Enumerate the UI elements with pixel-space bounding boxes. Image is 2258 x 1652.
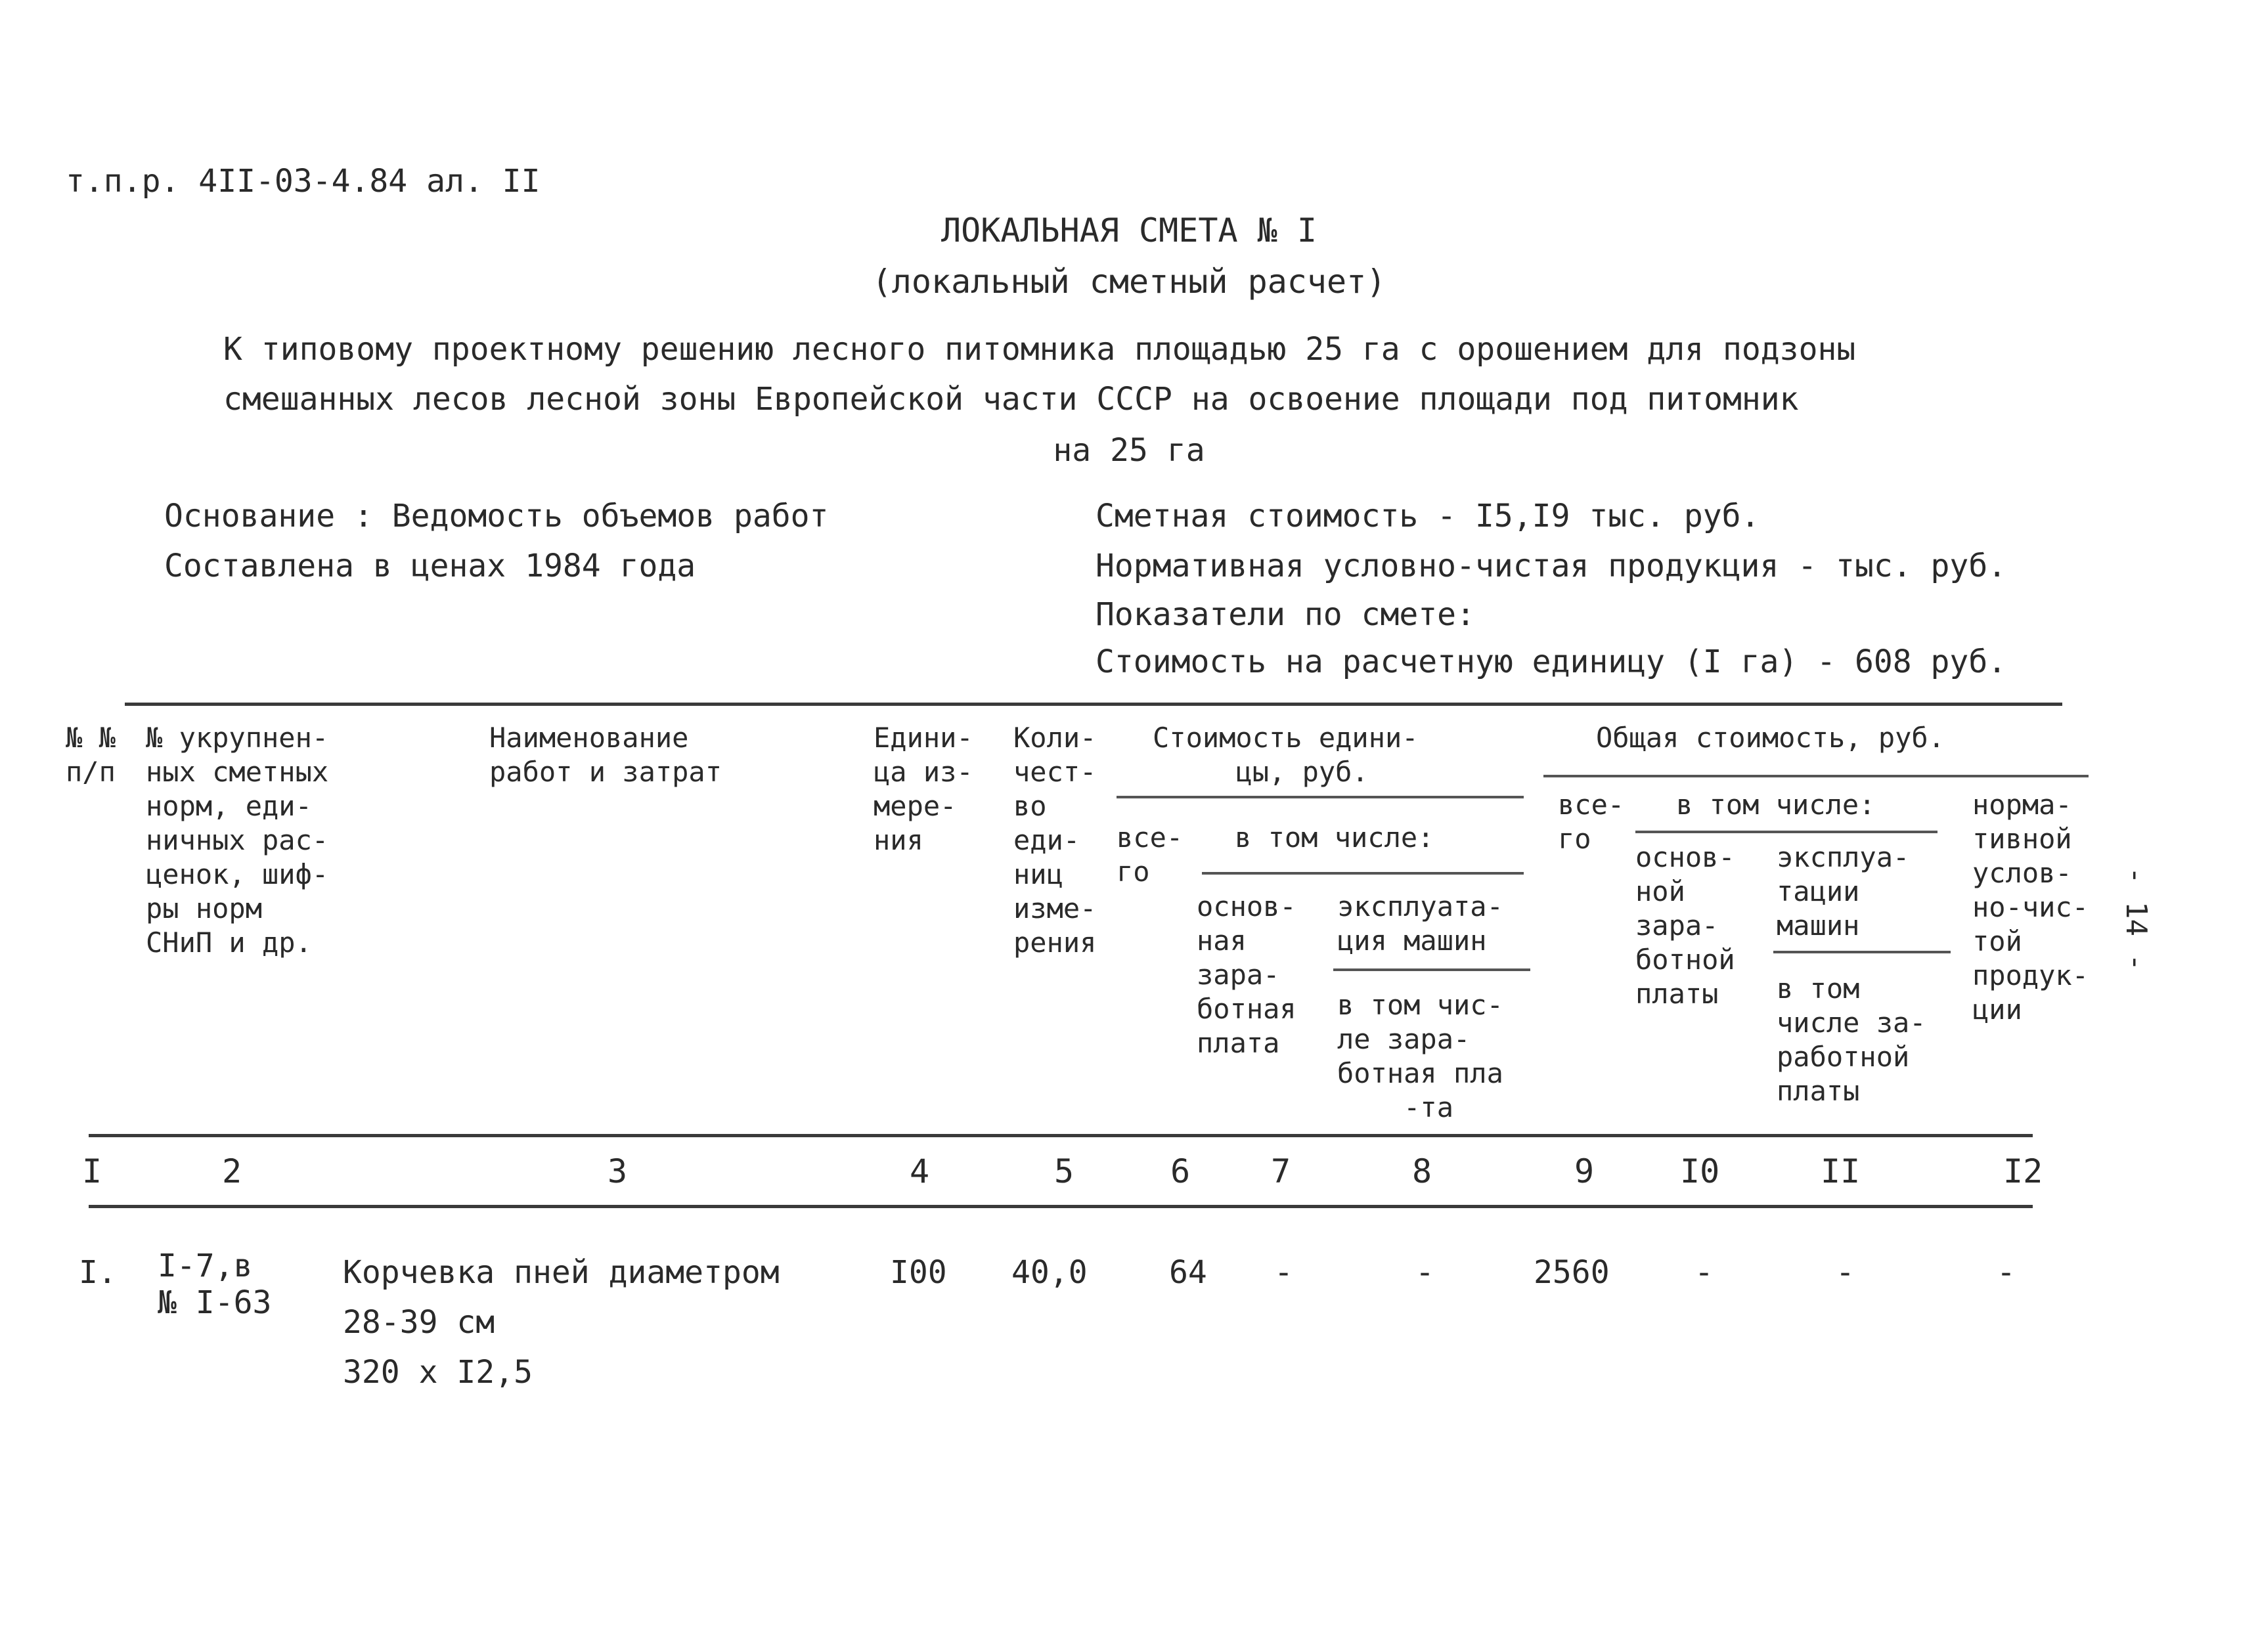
document-title: ЛОКАЛЬНАЯ СМЕТА № I xyxy=(941,211,1317,250)
total-incl-rule xyxy=(1635,831,1937,833)
estimated-cost: Сметная стоимость - I5,I9 тыс. руб. xyxy=(1096,498,1760,534)
unit-cost: Стоимость на расчетную единицу (I га) - 608 руб. xyxy=(1096,643,2007,680)
header-col7: основ- ная зара- ботная плата xyxy=(1197,890,1296,1059)
column-number: I xyxy=(82,1152,102,1190)
column-number: II xyxy=(1821,1152,1861,1190)
subject-line-2: смешанных лесов лесной зоны Европейской части СССР на освоение площади под питомник xyxy=(223,381,1799,418)
header-col1: № № п/п xyxy=(66,722,116,788)
header-col8-machines: эксплуата- ция машин xyxy=(1337,890,1503,957)
subject-line-3: на 25 га xyxy=(1053,432,1205,469)
column-number: 5 xyxy=(1054,1152,1074,1190)
column-number: I0 xyxy=(1680,1152,1720,1190)
header-bottom-rule xyxy=(89,1134,2033,1137)
row-qty: 40,0 xyxy=(1011,1254,1088,1291)
header-total-incl: в том числе: xyxy=(1676,789,1876,821)
basis-text: Основание : Ведомость объемов работ xyxy=(164,498,829,534)
header-col4: Едини- ца из- мере- ния xyxy=(874,722,973,856)
row-code: I-7,в № I-63 xyxy=(158,1248,272,1321)
prices-text: Составлена в ценах 1984 года xyxy=(164,548,696,584)
total-machine-rule xyxy=(1773,951,1951,953)
header-col6: все- го xyxy=(1117,821,1184,888)
header-total-group: Общая стоимость, руб. xyxy=(1596,722,1945,754)
column-number: I2 xyxy=(2003,1152,2043,1190)
row-unit-machine: - xyxy=(1415,1254,1434,1291)
header-col11-machines: эксплуа- тации машин xyxy=(1777,841,1910,942)
header-unit-cost-group: Стоимость едини- цы, руб. xyxy=(1153,722,1419,788)
header-col2: № укрупнен- ных сметных норм, еди- ничных рас- ценок, шиф- ры норм СНиП и др. xyxy=(146,722,329,959)
row-unit: I00 xyxy=(890,1254,947,1291)
unit-incl-rule xyxy=(1202,872,1524,875)
column-number: 9 xyxy=(1574,1152,1595,1190)
row-total-net: - xyxy=(1997,1254,2016,1291)
column-number: 3 xyxy=(608,1152,628,1190)
colnum-bottom-rule xyxy=(89,1205,2033,1208)
row-unit-total: 64 xyxy=(1169,1254,1207,1291)
header-col10: основ- ной зара- ботной платы xyxy=(1635,841,1735,1010)
net-product: Нормативная условно-чистая продукция - тыс. руб. xyxy=(1096,548,2007,584)
header-col11-wages: в том числе за- работной платы xyxy=(1777,972,1926,1107)
header-col3: Наименование работ и затрат xyxy=(489,722,722,788)
column-number: 4 xyxy=(910,1152,930,1190)
header-unit-incl: в том числе: xyxy=(1235,821,1434,854)
header-col8-wages: в том чис- ле зара- ботная пла -та xyxy=(1337,989,1503,1123)
row-name: Корчевка пней диаметром 28-39 см 320 x I2,5 xyxy=(343,1254,780,1391)
subject-line-1: К типовому проектному решению лесного питомника площадью 25 га с орошением для подзоны xyxy=(223,331,1856,368)
header-col5: Коли- чест- во еди- ниц изме- рения xyxy=(1013,722,1097,959)
row-total-machine: - xyxy=(1836,1254,1855,1291)
row-total: 2560 xyxy=(1534,1254,1610,1291)
unit-machine-rule xyxy=(1333,968,1530,971)
document-code: т.п.р. 4II-03-4.84 ал. II xyxy=(66,163,541,200)
total-group-rule xyxy=(1543,775,2089,777)
column-number: 8 xyxy=(1412,1152,1432,1190)
header-col12: норма- тивной услов- но-чис- той продук- ции xyxy=(1972,789,2089,1026)
column-number: 2 xyxy=(222,1152,242,1190)
row-num: I. xyxy=(79,1254,117,1291)
document-subtitle: (локальный сметный расчет) xyxy=(872,263,1386,301)
header-col9: все- го xyxy=(1558,789,1625,855)
row-total-wage: - xyxy=(1694,1254,1714,1291)
indicators-label: Показатели по смете: xyxy=(1096,596,1475,633)
column-number: 6 xyxy=(1170,1152,1191,1190)
page-number: - 14 - xyxy=(2119,867,2153,971)
table-top-rule xyxy=(125,703,2062,706)
unit-cost-group-rule xyxy=(1117,796,1524,798)
column-number: 7 xyxy=(1271,1152,1291,1190)
row-unit-wage: - xyxy=(1274,1254,1293,1291)
